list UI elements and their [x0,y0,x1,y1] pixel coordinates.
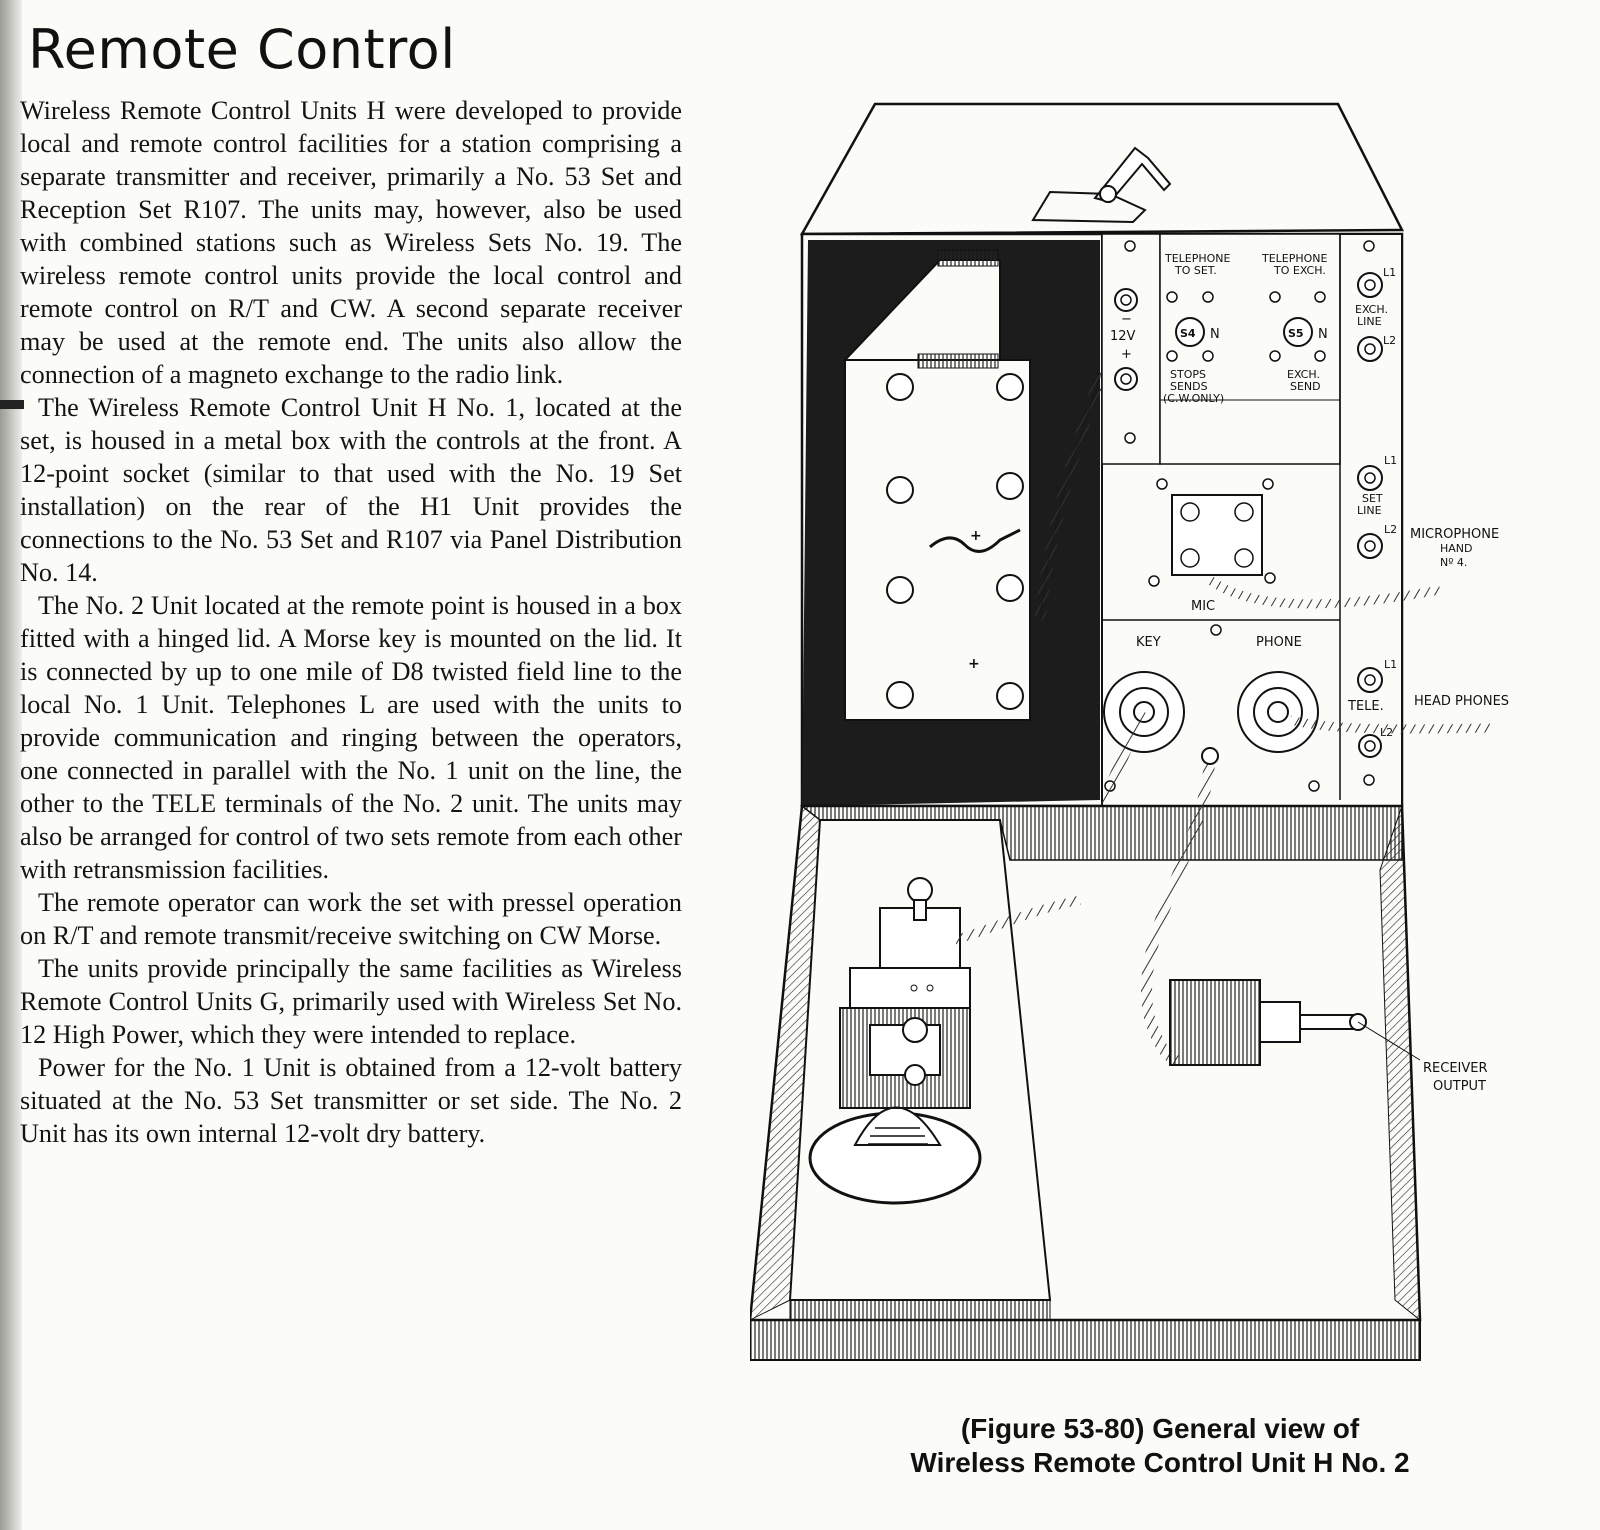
label-l1-tele: L1 [1384,658,1398,671]
svg-text:+: + [970,528,982,544]
page-gutter-shadow [0,0,22,1530]
paragraph: The Wireless Remote Control Unit H No. 1, located at the set, is housed in a metal box with the controls at the front. A 12-point socket (similar to that used with the No. 19 Set installation) on the rear of the H1 Unit provides the connections to the No. 53 Set and R107 via Panel Distribution No. 14. [20,393,682,587]
label-set: SET [1362,492,1383,505]
label-stops: STOPS [1170,368,1206,381]
label-n-s5: N [1318,327,1328,342]
label-minus: − [1121,312,1132,327]
label-no4: Nº 4. [1440,556,1468,569]
label-plus: + [1121,347,1132,362]
phone-socket [1238,672,1318,752]
receiver-plug [1170,980,1260,1065]
unit-h-figure [750,100,1550,1400]
label-l2-set: L2 [1384,523,1398,536]
label-microphone: MICROPHONE [1410,527,1500,542]
label-to-set: TO SET. [1175,264,1217,277]
label-exch-line: EXCH. [1355,303,1388,316]
label-hand: HAND [1440,542,1473,555]
label-l1-set: L1 [1384,454,1398,467]
label-line: LINE [1357,315,1382,328]
label-receiver: RECEIVER [1423,1061,1488,1076]
label-n-s4: N [1210,327,1220,342]
caption-line-1: (Figure 53-80) General view of [960,1413,1360,1444]
label-tele: TELE. [1348,699,1384,714]
svg-text:+: + [968,656,980,672]
label-key: KEY [1136,635,1161,650]
page-title: Remote Control [28,18,456,81]
label-s5: S5 [1288,327,1304,340]
unit-h-illustration [750,100,1550,1400]
label-telephone-to-exch: TELEPHONE [1262,252,1328,265]
label-l1-exch: L1 [1383,266,1397,279]
paragraph: The No. 2 Unit located at the remote point is housed in a box fitted with a hinged lid. A Morse key is mounted on the lid. It is connected by up to one mile of D8 twisted field line to the local No. 1 Unit. Telephones L are used with the units to provide communication and ringing between the operators, one connected in parallel with the No. 1 unit on the line, the other to the TELE terminals of the No. 2 unit. The units may also be arranged for control of two sets remote from each other with retransmission facilities. [20,591,682,884]
paragraph: Wireless Remote Control Units H were developed to provide local and remote control facilities for a station comprising a separate transmitter and receiver, primarily a No. 53 Set and Reception Set R107. The units may, however, also be used with combined stations such as Wireless Sets No. 19. The wireless remote control units provide the local control and remote control on R/T and CW. A second separate receiver may be used at the remote end. The units also allow the connection of a magneto exchange to the radio link. [20,96,682,389]
label-l2-exch: L2 [1383,334,1397,347]
label-to-exch: TO EXCH. [1274,264,1326,277]
hinged-lid [802,104,1402,234]
label-output: OUTPUT [1433,1079,1486,1094]
paragraph: The units provide principally the same facilities as Wireless Remote Control Units G, primarily used with Wireless Set No. 12 High Power, which they were intended to replace. [20,954,682,1049]
label-l2-tele: L2 [1380,726,1394,739]
lower-box [750,748,1420,1360]
label-s4: S4 [1180,327,1196,340]
paragraph: Power for the No. 1 Unit is obtained from a 12-volt battery situated at the No. 53 Set transmitter or set side. The No. 2 Unit has its own internal 12-volt dry battery. [20,1053,682,1148]
label-sends: SENDS [1170,380,1208,393]
paragraph: The remote operator can work the set with pressel operation on R/T and remote transmit/receive switching on CW Morse. [20,888,682,950]
label-send: SEND [1290,380,1321,393]
label-exch: EXCH. [1287,368,1320,381]
article-body [20,94,682,1150]
label-telephone-to-set: TELEPHONE [1165,252,1231,265]
label-set-line: LINE [1357,504,1382,517]
label-phone: PHONE [1256,635,1302,650]
label-head-phones: HEAD PHONES [1414,694,1510,709]
caption-line-2: Wireless Remote Control Unit H No. 2 [910,1447,1410,1478]
label-cw-only: (C.W.ONLY) [1163,392,1225,405]
label-mic: MIC [1191,599,1216,614]
label-12v: 12V [1110,329,1136,344]
figure-caption [860,1412,1460,1480]
